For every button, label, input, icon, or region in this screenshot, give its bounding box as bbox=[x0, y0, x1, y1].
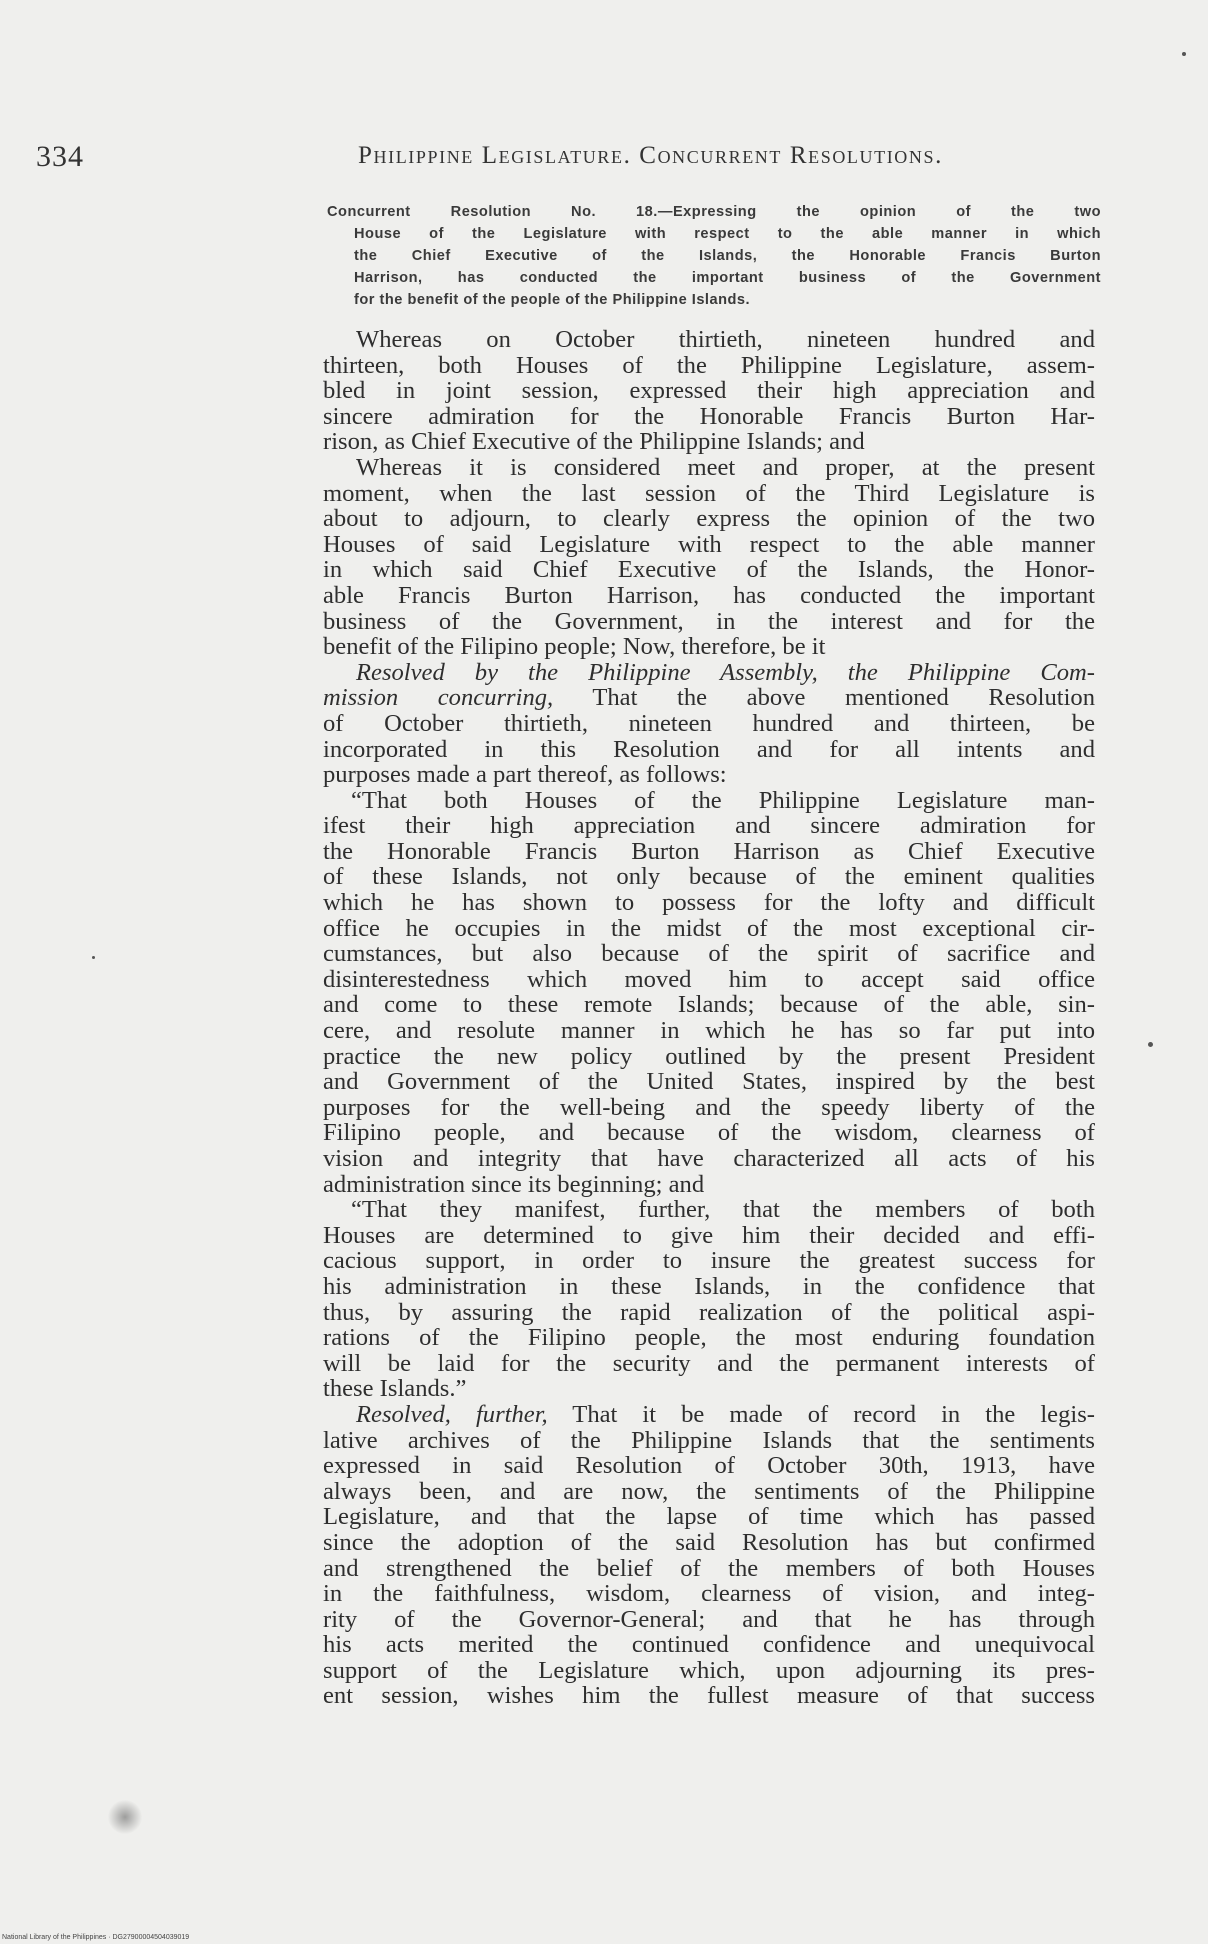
body-line bbox=[323, 1402, 1095, 1428]
resolution-body bbox=[323, 327, 1095, 1709]
body-line: vision and integrity that have characterized all acts of his bbox=[323, 1145, 1095, 1172]
summary-line: the Chief Executive of the Islands, the Honorable Francis Burton bbox=[354, 248, 1101, 264]
body-line bbox=[323, 685, 1095, 711]
body-line: ifest their high appreciation and sincere admiration for bbox=[323, 812, 1095, 840]
body-line: cumstances, but also because of the spirit of sacrifice and bbox=[323, 940, 1095, 968]
page-number: 334 bbox=[36, 140, 84, 173]
body-line: Whereas on October thirtieth, nineteen hundred and bbox=[356, 326, 1095, 353]
body-line: cere, and resolute manner in which he has so far put into bbox=[323, 1017, 1095, 1045]
body-line: able Francis Burton Harrison, has conducted the important bbox=[323, 581, 1095, 609]
body-line: office he occupies in the midst of the most exceptional cir- bbox=[323, 914, 1095, 942]
body-line: his administration in these Islands, in the confidence that bbox=[323, 1272, 1095, 1300]
body-line: sincere admiration for the Honorable Francis Burton Har- bbox=[323, 402, 1095, 430]
resolution-summary bbox=[327, 201, 1101, 311]
body-line: these Islands.” bbox=[323, 1375, 467, 1403]
body-line: business of the Government, in the interest and for the bbox=[323, 607, 1095, 635]
body-line-text: That it be made of record in the legis- bbox=[547, 1400, 1095, 1428]
body-line: since the adoption of the said Resolution has but confirmed bbox=[323, 1528, 1095, 1556]
scan-credit: National Library of the Philippines · DG27900004504039019 bbox=[2, 1934, 190, 1941]
paper-speck bbox=[1148, 1042, 1153, 1047]
body-line: cacious support, in order to insure the greatest success for bbox=[323, 1247, 1095, 1275]
body-line: practice the new policy outlined by the present President bbox=[323, 1042, 1095, 1070]
body-line: Legislature, and that the lapse of time which has passed bbox=[323, 1503, 1095, 1531]
body-line: disinterestedness which moved him to accept said office bbox=[323, 965, 1095, 993]
body-line: purposes made a part thereof, as follows: bbox=[323, 761, 727, 789]
body-line: will be laid for the security and the permanent interests of bbox=[323, 1349, 1095, 1377]
body-line: purposes for the well-being and the speedy liberty of the bbox=[323, 1093, 1095, 1121]
body-line: bled in joint session, expressed their high appreciation and bbox=[323, 377, 1095, 405]
paper-speck bbox=[1182, 52, 1186, 56]
running-head: Philippine Legislature. Concurrent Resolutions. bbox=[358, 142, 943, 169]
body-line: rison, as Chief Executive of the Philippine Islands; and bbox=[323, 428, 865, 456]
body-line: “That both Houses of the Philippine Legislature man- bbox=[351, 786, 1095, 814]
body-line: incorporated in this Resolution and for all intents and bbox=[323, 735, 1095, 763]
body-line: and strengthened the belief of the members of both Houses bbox=[323, 1554, 1095, 1582]
body-line: thirteen, both Houses of the Philippine Legislature, assem- bbox=[323, 351, 1095, 379]
body-line: expressed in said Resolution of October 30th, 1913, have bbox=[323, 1452, 1095, 1480]
body-line: Resolved by the Philippine Assembly, the Philippine Com- bbox=[356, 658, 1095, 686]
paper-stain bbox=[108, 1800, 142, 1834]
summary-line: for the benefit of the people of the Philippine Islands. bbox=[354, 292, 751, 308]
body-line: thus, by assuring the rapid realization of the political aspi- bbox=[323, 1298, 1095, 1326]
body-line: administration since its beginning; and bbox=[323, 1170, 705, 1198]
body-line: Filipino people, and because of the wisdom, clearness of bbox=[323, 1119, 1095, 1147]
summary-line: Concurrent Resolution No. 18.—Expressing the opinion of the two bbox=[327, 204, 1101, 220]
resolved-phrase: mission concurring, bbox=[323, 684, 554, 712]
body-line: in which said Chief Executive of the Islands, the Honor- bbox=[323, 556, 1095, 584]
body-line: ent session, wishes him the fullest measure of that success bbox=[323, 1682, 1095, 1710]
body-line: of these Islands, not only because of the eminent qualities bbox=[323, 863, 1095, 891]
paper-speck bbox=[92, 956, 95, 959]
body-line: lative archives of the Philippine Islands that the sentiments bbox=[323, 1426, 1095, 1454]
body-line: and Government of the United States, inspired by the best bbox=[323, 1068, 1095, 1096]
body-line: about to adjourn, to clearly express the opinion of the two bbox=[323, 505, 1095, 533]
body-line: rity of the Governor-General; and that he has through bbox=[323, 1605, 1095, 1633]
body-line: the Honorable Francis Burton Harrison as Chief Executive bbox=[323, 837, 1095, 865]
summary-line: House of the Legislature with respect to the able manner in which bbox=[354, 226, 1101, 242]
body-line: always been, and are now, the sentiments of the Philippine bbox=[323, 1477, 1095, 1505]
resolved-further-phrase: Resolved, further, bbox=[356, 1400, 548, 1428]
body-line: which he has shown to possess for the lofty and difficult bbox=[323, 889, 1095, 917]
body-line: “That they manifest, further, that the members of both bbox=[351, 1196, 1095, 1224]
body-line: in the faithfulness, wisdom, clearness of vision, and integ- bbox=[323, 1580, 1095, 1608]
summary-line: Harrison, has conducted the important business of the Government bbox=[354, 270, 1101, 286]
body-line: rations of the Filipino people, the most enduring foundation bbox=[323, 1324, 1095, 1352]
body-line: of October thirtieth, nineteen hundred and thirteen, be bbox=[323, 709, 1095, 737]
body-line: Houses are determined to give him their decided and effi- bbox=[323, 1221, 1095, 1249]
body-line-text: That the above mentioned Resolution bbox=[553, 684, 1095, 712]
body-line: his acts merited the continued confidence and unequivocal bbox=[323, 1631, 1095, 1659]
body-line: moment, when the last session of the Third Legislature is bbox=[323, 479, 1095, 507]
body-line: and come to these remote Islands; because of the able, sin- bbox=[323, 991, 1095, 1019]
body-line: benefit of the Filipino people; Now, therefore, be it bbox=[323, 633, 826, 661]
body-line: Houses of said Legislature with respect to the able manner bbox=[323, 530, 1095, 558]
body-line: Whereas it is considered meet and proper, at the present bbox=[356, 453, 1095, 481]
body-line: support of the Legislature which, upon adjourning its pres- bbox=[323, 1656, 1095, 1684]
